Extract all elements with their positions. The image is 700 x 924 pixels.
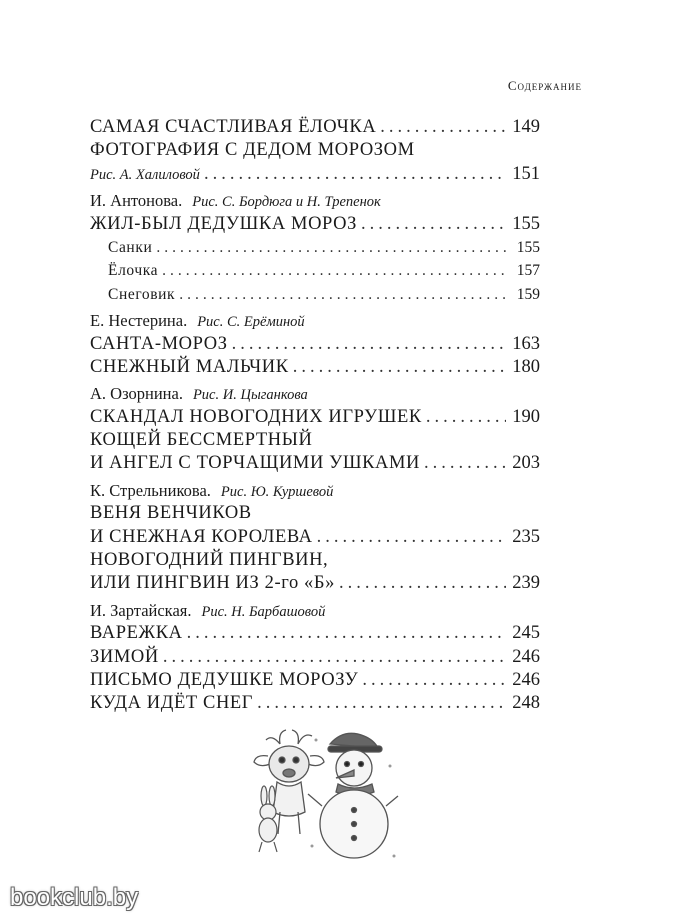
toc-title: КОЩЕЙ БЕССМЕРТНЫЙ	[90, 430, 313, 451]
watermark: bookclub.by	[10, 884, 139, 911]
toc-title: ПИСЬМО ДЕДУШКЕ МОРОЗУ	[90, 669, 359, 690]
toc-illustrator: Рис. А. Халиловой	[90, 166, 200, 183]
toc-entry	[90, 669, 540, 692]
toc-page-number: 235	[512, 526, 540, 547]
toc-page-number: 203	[512, 453, 540, 474]
toc-entry	[90, 622, 540, 645]
toc-leader-dots	[426, 406, 506, 429]
toc-illustrator: Рис. С. Ерёминой	[197, 314, 305, 331]
toc-page-number: 149	[512, 117, 540, 137]
toc-author-line	[90, 189, 540, 212]
toc-leader-dots	[361, 213, 506, 236]
toc-author: И. Антонова.	[90, 191, 183, 211]
toc-title: НОВОГОДНИЙ ПИНГВИН,	[90, 550, 329, 571]
toc-entry	[90, 283, 540, 306]
toc-title: Ёлочка	[108, 262, 159, 280]
running-head: Содержание	[507, 78, 582, 93]
toc-leader-dots	[187, 622, 506, 645]
toc-illustrator: Рис. Ю. Куршевой	[220, 483, 334, 500]
toc-page-number: 155	[516, 238, 540, 256]
toc-illustrator: Рис. Н. Барбашовой	[201, 603, 326, 620]
toc-leader-dots	[156, 236, 506, 259]
toc-page-number: 248	[512, 693, 540, 714]
toc-illustrator-line	[90, 163, 540, 186]
christmas-illustration	[250, 726, 400, 874]
toc-title: ЖИЛ-БЫЛ ДЕДУШКА МОРОЗ	[90, 213, 357, 234]
toc-entry	[90, 646, 540, 669]
toc-page-number: 180	[512, 356, 540, 377]
toc-leader-dots	[232, 333, 506, 356]
toc-illustrator: Рис. С. Бордюга и Н. Трепенок	[192, 194, 381, 211]
toc-entry	[90, 259, 540, 282]
toc-title: ИЛИ ПИНГВИН ИЗ 2-го «Б»	[90, 573, 335, 594]
toc-leader-dots	[257, 692, 506, 715]
toc-page-number: 159	[516, 285, 540, 303]
toc-leader-dots	[179, 283, 506, 306]
toc-page-number: 155	[512, 213, 540, 234]
toc-title: САНТА-МОРОЗ	[90, 333, 228, 354]
toc-leader-dots	[163, 646, 506, 669]
toc-title: ЗИМОЙ	[90, 646, 159, 667]
toc-author-line	[90, 382, 540, 405]
toc-author-line	[90, 309, 540, 332]
toc-page-number: 245	[512, 623, 540, 644]
toc-page-number: 190	[512, 406, 540, 427]
toc-entry	[90, 429, 540, 452]
snowman-figure	[308, 733, 398, 858]
toc-entry	[90, 406, 540, 429]
toc-title: И АНГЕЛ С ТОРЧАЩИМИ УШКАМИ	[90, 453, 421, 474]
toc-entry	[90, 572, 540, 595]
toc-illustrator: Рис. И. Цыганкова	[192, 387, 308, 404]
toc-leader-dots	[317, 526, 506, 549]
toc-title: КУДА ИДЁТ СНЕГ	[90, 693, 254, 714]
toc-page-number: 246	[512, 646, 540, 667]
toc-entry	[90, 526, 540, 549]
toc-leader-dots	[293, 356, 506, 379]
toc-author-line	[90, 479, 540, 502]
toc-title: И СНЕЖНАЯ КОРОЛЕВА	[90, 526, 313, 547]
toc-title: Санки	[108, 238, 153, 256]
toc-author: И. Зартайская.	[90, 600, 192, 620]
toc-entry	[90, 692, 540, 715]
toc-leader-dots	[380, 116, 506, 139]
toc-entry	[90, 549, 540, 572]
toc-author: А. Озорнина.	[90, 384, 183, 404]
toc-entry	[90, 356, 540, 379]
toc-author: К. Стрельникова.	[90, 480, 211, 500]
toc-title: СНЕЖНЫЙ МАЛЬЧИК	[90, 356, 289, 377]
bunny-figure	[259, 786, 277, 852]
toc-title: ВАРЕЖКА	[90, 623, 183, 644]
toc-title: Снеговик	[108, 285, 176, 303]
toc-leader-dots	[339, 572, 506, 595]
toc-entry	[90, 502, 540, 525]
toc-page-number: 239	[512, 573, 540, 594]
toc-leader-dots	[204, 163, 506, 186]
toc-entry	[90, 236, 540, 259]
toc-page-number: 151	[512, 163, 540, 184]
toc-entry	[90, 213, 540, 236]
toc-entry	[90, 116, 540, 139]
toc-author: Е. Нестерина.	[90, 311, 188, 331]
toc-leader-dots	[362, 669, 506, 692]
toc-title: ВЕНЯ ВЕНЧИКОВ	[90, 503, 252, 524]
toc-title: САМАЯ СЧАСТЛИВАЯ ЁЛОЧКА	[90, 117, 377, 137]
toc-page-number: 246	[512, 669, 540, 690]
toc-leader-dots	[424, 452, 506, 475]
toc-entry	[90, 139, 540, 162]
toc-entry	[90, 333, 540, 356]
toc-page-number: 163	[512, 333, 540, 354]
toc-title: СКАНДАЛ НОВОГОДНИХ ИГРУШЕК	[90, 406, 422, 427]
toc-page-number: 157	[516, 262, 540, 280]
toc-entry	[90, 452, 540, 475]
toc-leader-dots	[162, 259, 506, 282]
toc-author-line	[90, 599, 540, 622]
toc-title: ФОТОГРАФИЯ С ДЕДОМ МОРОЗОМ	[90, 140, 415, 161]
table-of-contents	[90, 116, 540, 716]
